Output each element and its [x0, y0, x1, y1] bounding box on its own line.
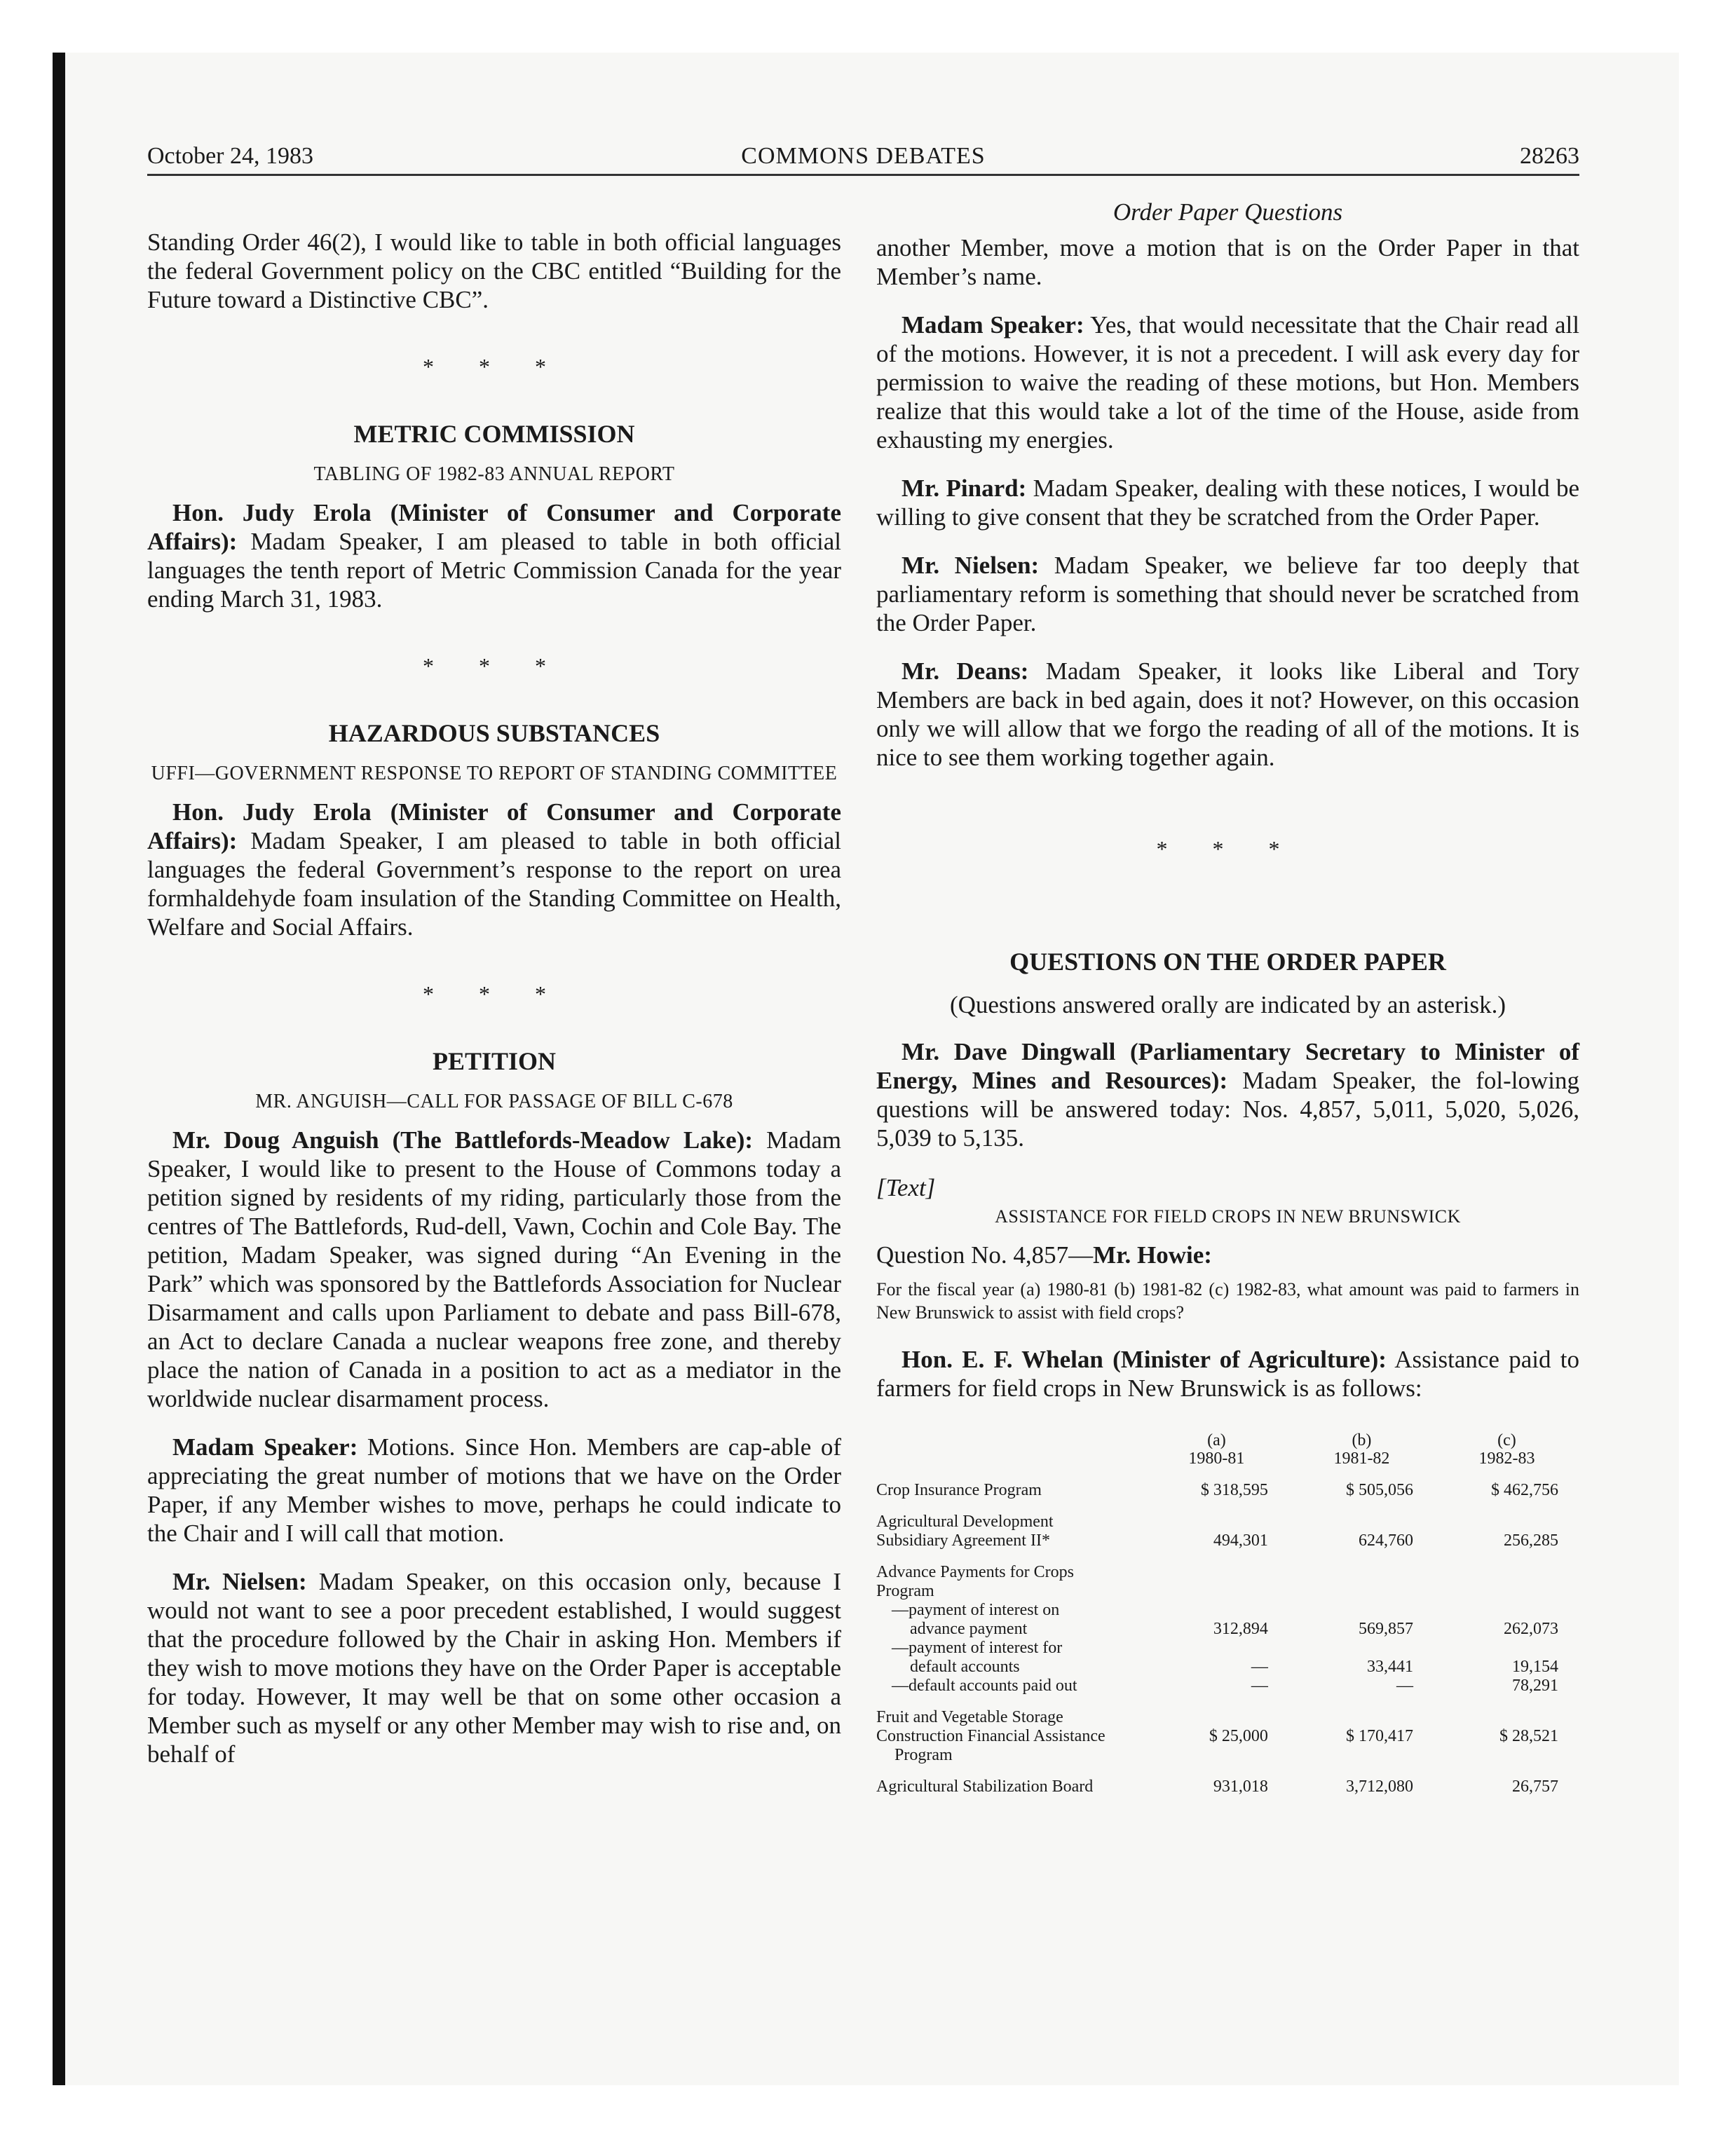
- cell-c: 78,291: [1512, 1677, 1558, 1695]
- section-subtitle: UFFI—GOVERNMENT RESPONSE TO REPORT OF STANDING COMMITTEE: [151, 763, 838, 784]
- row-label: —payment of interest on advance payment: [892, 1601, 1060, 1638]
- speech-text: Madam Speaker, I am pleased to table in both official languages the federal Government’s response to the report on urea formhaldehyde foam insulation of the Standing Committee on Health, Welfare and Social Affairs.: [147, 827, 841, 941]
- cell-c: 262,073: [1504, 1620, 1558, 1638]
- cell-b: 624,760: [1358, 1531, 1413, 1550]
- section-title: QUESTIONS ON THE ORDER PAPER: [1009, 948, 1446, 976]
- section-subtitle: MR. ANGUISH—CALL FOR PASSAGE OF BILL C-678: [255, 1091, 733, 1112]
- section-title: METRIC COMMISSION: [353, 420, 635, 448]
- speech-text: Motions. Since Hon. Members are cap-able of appreciating the great number of motions that we have on the Order Paper, if any Member wishes to move, perhaps he could indicate to the Chair and I will call that motion.: [147, 1433, 841, 1547]
- row-label: Advance Payments for Crops Program: [876, 1563, 1074, 1600]
- table-row: [876, 1696, 1579, 1765]
- page-header: [147, 139, 1579, 176]
- cell-b: 3,712,080: [1345, 1778, 1413, 1796]
- speaker-name: Mr. Nielsen:: [172, 1568, 307, 1595]
- header-date: October 24, 1983: [147, 143, 314, 169]
- question-text: For the fiscal year (a) 1980-81 (b) 1981-82 (c) 1982-83, what amount was paid to farmers in New Brunswick to assist with field crops?: [876, 1279, 1579, 1323]
- speech-text: Madam Speaker, dealing with these notices, I would be willing to give consent that they be scratched from the Order Paper.: [876, 475, 1579, 531]
- speaker-name: Hon. Judy Erola (Minister of Consumer and Corporate Affairs):: [147, 499, 841, 555]
- row-label: —payment of interest for default accounts: [892, 1639, 1063, 1676]
- cell-c: $ 28,521: [1499, 1727, 1558, 1745]
- table-row: [876, 1639, 1579, 1677]
- speech-paragraph: [147, 1126, 841, 1413]
- speech-text: Madam Speaker, we believe far too deeply that parliamentary reform is something that should never be scratched from the Order Paper.: [876, 552, 1579, 636]
- continued-paragraph: another Member, move a motion that is on the Order Paper in that Member’s name.: [876, 234, 1579, 290]
- cell-c: $ 462,756: [1491, 1481, 1558, 1499]
- question-author: Mr. Howie:: [1093, 1241, 1212, 1269]
- table-row: [876, 1765, 1579, 1796]
- row-label: Agricultural Stabilization Board: [876, 1778, 1094, 1796]
- cell-b: 569,857: [1358, 1620, 1413, 1638]
- question-number: Question No. 4,857—: [876, 1241, 1094, 1269]
- question-heading: [876, 1241, 1579, 1269]
- cell-a: $ 318,595: [1200, 1481, 1268, 1499]
- speaker-name: Mr. Deans:: [901, 657, 1029, 685]
- cell-c: 256,285: [1504, 1531, 1558, 1550]
- left-column: [147, 228, 841, 1788]
- cell-b: 33,441: [1366, 1658, 1413, 1676]
- row-label: Fruit and Vegetable Storage Construction Financial Assistance Program: [876, 1708, 1105, 1764]
- column-header: (a) 1980-81: [1188, 1431, 1245, 1468]
- cell-b: —: [1396, 1677, 1413, 1695]
- row-label: Crop Insurance Program: [876, 1481, 1042, 1499]
- intro-paragraph: Standing Order 46(2), I would like to table in both official languages the federal Government policy on the CBC entitled “Building for the Future toward a Distinctive CBC”.: [147, 228, 841, 313]
- section-title: HAZARDOUS SUBSTANCES: [328, 719, 660, 747]
- speaker-name: Mr. Pinard:: [901, 475, 1027, 502]
- speaker-name: Hon. E. F. Whelan (Minister of Agriculture):: [901, 1346, 1387, 1373]
- speech-paragraph: [876, 311, 1579, 454]
- section-separator: * * *: [423, 653, 566, 678]
- speech-text: Madam Speaker, it looks like Liberal and Tory Members are back in bed again, does it not? However, on this occasion only we will allow that we forgo the reading of all of the motions. It is nice to see them working together again.: [876, 657, 1579, 771]
- column-header: (b) 1981-82: [1333, 1431, 1390, 1468]
- speech-paragraph: [876, 1037, 1579, 1152]
- section-separator: * * *: [423, 981, 566, 1007]
- column-header: (c) 1982-83: [1478, 1431, 1535, 1468]
- speaker-name: Mr. Dave Dingwall (Parliamentary Secretary to Minister of Energy, Mines and Resources):: [876, 1038, 1579, 1094]
- speech-paragraph: [876, 551, 1579, 637]
- section-separator: * * *: [1156, 836, 1300, 861]
- speech-text: Madam Speaker, I would like to present to the House of Commons today a petition signed by residents of my riding, particularly those from the centres of The Battlefords, Rud-dell, Vawn, Cochin and Cole Bay. The petition, Madam Speaker, was signed during “An Evening in the Park” which was sponsored by the Battlefords Association for Nuclear Disarmament and calls upon Parliament to debate and pass Bill-678, an Act to declare Canada a nuclear weapons free zone, and thereby place the nation of Canada in a position to act as a mediator in the worldwide nuclear disarmament process.: [147, 1126, 842, 1412]
- right-column: [876, 198, 1579, 1796]
- questions-note: (Questions answered orally are indicated by an asterisk.): [949, 991, 1506, 1018]
- speech-paragraph: [876, 657, 1579, 772]
- cell-a: 312,894: [1213, 1620, 1268, 1638]
- row-label: Agricultural Development Subsidiary Agreement II*: [876, 1513, 1054, 1550]
- speech-text: Madam Speaker, on this occasion only, because I would not want to see a poor precedent established, I would suggest that the procedure followed by the Chair in asking Hon. Members if they wish to move motions they have on the Order Paper is acceptable for today. However, It may well be that on some other occasion a Member such as myself or any other Member may wish to rise and, on behalf of: [147, 1568, 841, 1768]
- section-title: PETITION: [432, 1047, 557, 1075]
- speech-paragraph: [147, 1433, 841, 1548]
- cell-a: 494,301: [1213, 1531, 1268, 1550]
- speaker-name: Mr. Nielsen:: [901, 552, 1040, 579]
- section-subtitle: TABLING OF 1982-83 ANNUAL REPORT: [313, 463, 675, 485]
- table-row: [876, 1677, 1579, 1696]
- speaker-name: Mr. Doug Anguish (The Battlefords-Meadow Lake):: [172, 1126, 754, 1154]
- cell-c: 26,757: [1512, 1778, 1558, 1796]
- cell-b: $ 170,417: [1345, 1727, 1413, 1745]
- scan-edge: [53, 53, 65, 2085]
- speaker-name: Hon. Judy Erola (Minister of Consumer and Corporate Affairs):: [147, 798, 841, 854]
- speaker-name: Madam Speaker:: [901, 311, 1084, 339]
- text-tag: [Text]: [876, 1174, 936, 1201]
- header-page-number: 28263: [1520, 143, 1579, 169]
- row-label: —default accounts paid out: [892, 1677, 1077, 1695]
- cell-a: 931,018: [1213, 1778, 1268, 1796]
- section-separator: * * *: [423, 354, 566, 379]
- speech-paragraph: [147, 498, 841, 613]
- question-title: ASSISTANCE FOR FIELD CROPS IN NEW BRUNSWICK: [995, 1206, 1461, 1227]
- speech-paragraph: [147, 798, 841, 941]
- cell-c: 19,154: [1512, 1658, 1558, 1676]
- speech-paragraph: [147, 1567, 841, 1768]
- speech-text: Madam Speaker, I am pleased to table in both official languages the tenth report of Metric Commission Canada for the year ending March 31, 1983.: [147, 528, 841, 613]
- speech-text: Assistance paid to farmers for field crops in New Brunswick is as follows:: [876, 1346, 1579, 1402]
- running-head: Order Paper Questions: [1113, 198, 1343, 226]
- cell-a: —: [1251, 1658, 1268, 1676]
- table-header-row: [876, 1431, 1579, 1468]
- table-row: [876, 1550, 1579, 1601]
- header-title: COMMONS DEBATES: [741, 143, 986, 169]
- cell-a: $ 25,000: [1209, 1727, 1268, 1745]
- answer-paragraph: [876, 1345, 1579, 1403]
- cell-b: $ 505,056: [1345, 1481, 1413, 1499]
- assistance-table: [876, 1431, 1579, 1796]
- speech-paragraph: [876, 474, 1579, 531]
- cell-a: —: [1251, 1677, 1268, 1695]
- speaker-name: Madam Speaker:: [172, 1433, 358, 1461]
- table-row: [876, 1601, 1579, 1639]
- table-row: [876, 1500, 1579, 1550]
- speech-text: Madam Speaker, the fol-lowing questions will be answered today: Nos. 4,857, 5,011, 5,020, 5,026, 5,039 to 5,135.: [876, 1067, 1580, 1152]
- speech-text: Yes, that would necessitate that the Chair read all of the motions. However, it is not a precedent. I will ask every day for permission to waive the reading of these motions, but Hon. Members realize that this would take a lot of the time of the House, aside from exhausting my energies.: [876, 311, 1580, 453]
- table-row: [876, 1468, 1579, 1500]
